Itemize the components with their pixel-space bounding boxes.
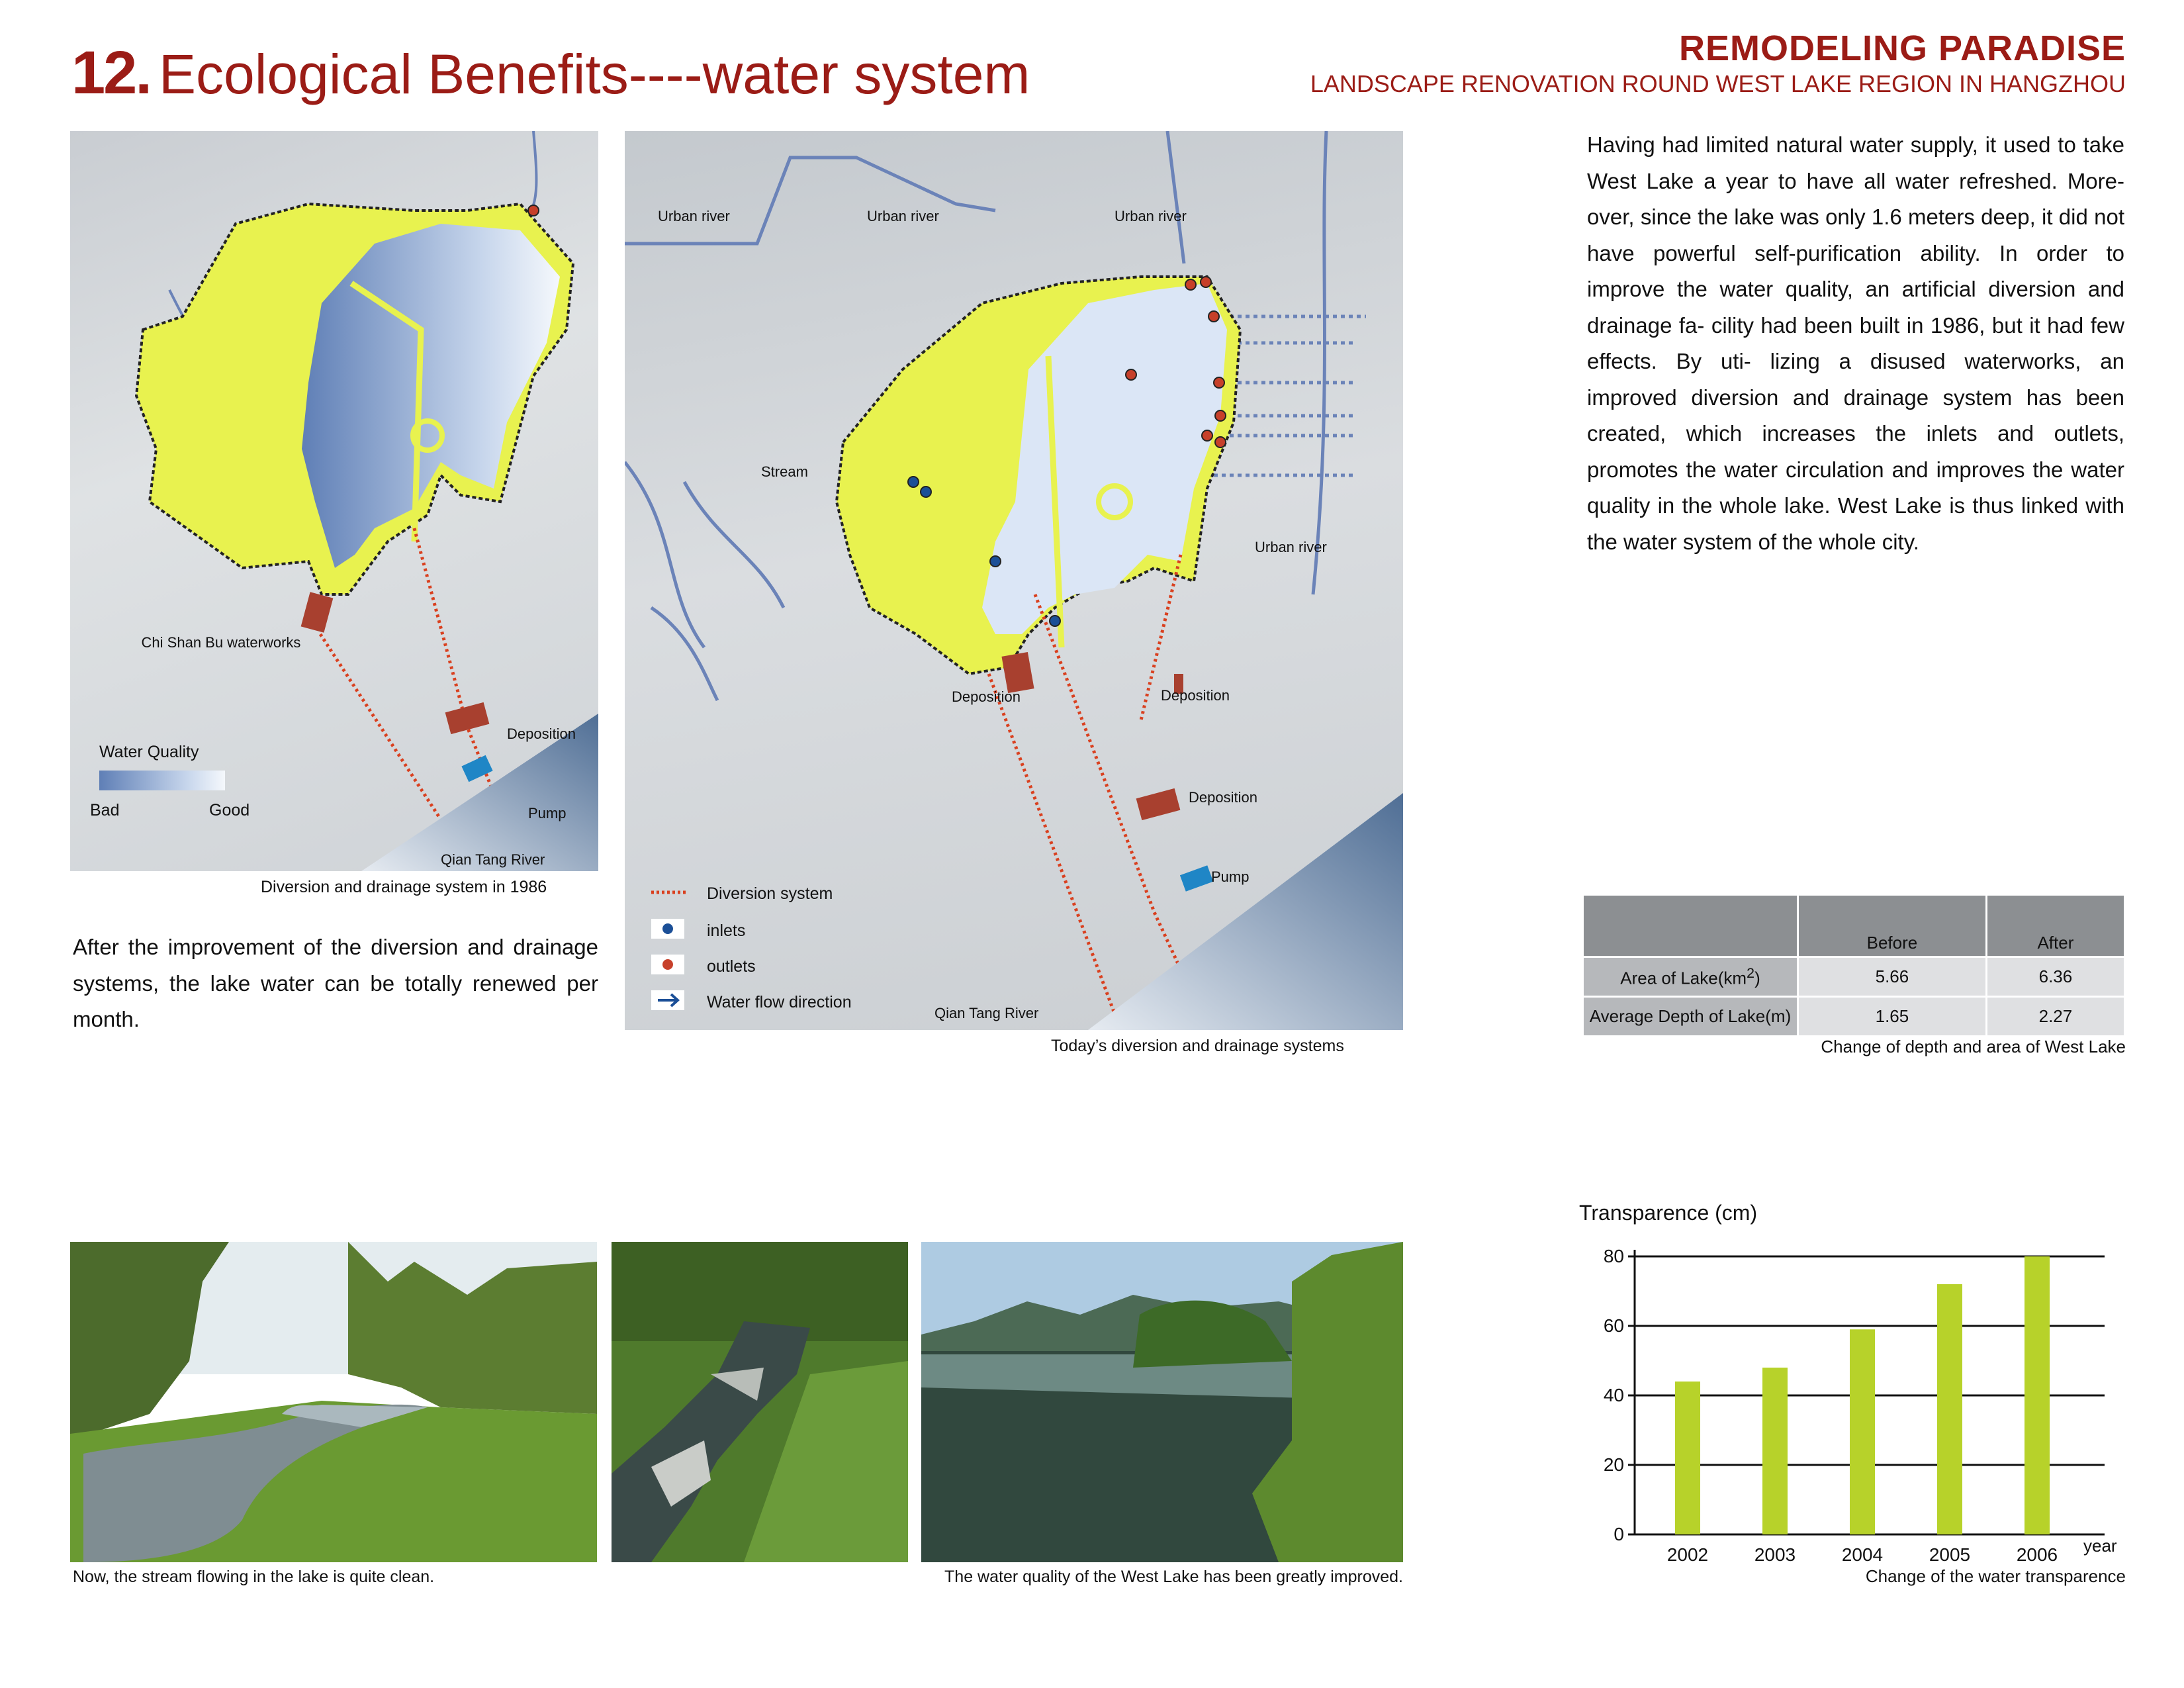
page-title: Ecological Benefits----water system — [159, 43, 1030, 105]
deposition-block-1 — [1001, 652, 1034, 693]
label-deposition-3: Deposition — [1189, 789, 1257, 806]
bar-2005 — [1937, 1284, 1962, 1534]
label-deposition: Deposition — [507, 726, 576, 742]
brand-title: REMODELING PARADISE — [1678, 28, 2126, 68]
caption-1986: Diversion and drainage system in 1986 — [261, 878, 547, 896]
table-row — [1583, 997, 2125, 1037]
description-text: Having had limited natural water supply, it used to take West Lake a year to have all water refreshed. More- over, since the lake was only 1.6 meters deep, it did not have powerful self-purification ability. In order to improve the water quality, an artificial diversion and drainage fa- cility had been built in 1986, but it had few effects. By uti- lizing a disused waterworks, an improved diversion and drainage system has been created, which increases the inlets and outlets, promotes the water circulation and improves the water quality in the whole lake. West Lake is thus linked with the water system of the whole city. — [1587, 132, 2124, 554]
caption-photo-left: Now, the stream flowing in the lake is quite clean. — [73, 1568, 435, 1586]
x-tick-label: 2005 — [1929, 1544, 1971, 1565]
chart-labels — [1604, 1246, 2058, 1565]
photo-west-lake — [921, 1242, 1403, 1562]
pump-block-today — [1180, 865, 1213, 891]
qian-tang-river-today — [1088, 793, 1403, 1030]
label-river-today: Qian Tang River — [934, 1005, 1039, 1021]
pump-block — [461, 755, 492, 782]
label-urban-river-4: Urban river — [1255, 539, 1327, 555]
water-quality-gradient — [99, 771, 225, 790]
transparence-chart — [1588, 1231, 2138, 1575]
table-row — [1583, 957, 2125, 997]
legend-good: Good — [209, 801, 250, 820]
cell-depth-after: 2.27 — [1986, 997, 2124, 1037]
row-label-area: Area of $Lake(km^2)$ — [1583, 957, 1798, 997]
caption-table: Change of depth and area of West Lake — [1821, 1037, 2126, 1056]
label-urban-river-3: Urban river — [1115, 208, 1187, 224]
legend-outlet-swatch — [662, 959, 673, 970]
label-river: Qian Tang River — [441, 851, 545, 868]
bar-2006 — [2025, 1256, 2050, 1534]
map-today — [625, 131, 1403, 1030]
legend-title: Water Quality — [99, 743, 199, 761]
label-urban-river-2: Urban river — [867, 208, 939, 224]
label-pump-today: Pump — [1211, 868, 1250, 885]
label-urban-river-1: Urban river — [658, 208, 730, 224]
x-tick-label: 2002 — [1666, 1544, 1709, 1565]
deposition-block — [445, 702, 490, 734]
x-tick-label: 2006 — [2016, 1544, 2058, 1565]
label-waterworks: Chi Shan Bu waterworks — [141, 634, 301, 651]
label-stream: Stream — [761, 463, 808, 480]
photo-stream — [70, 1242, 597, 1562]
chart-caption: Change of the water transparence — [1865, 1566, 2126, 1586]
map-1986 — [70, 131, 598, 871]
x-tick-label: 2004 — [1841, 1544, 1884, 1565]
lake-change-table — [1582, 894, 2126, 1037]
brand-subtitle: LANDSCAPE RENOVATION ROUND WEST LAKE REGION IN HANGZHOU — [1310, 70, 2126, 97]
x-tick-label: 2003 — [1754, 1544, 1796, 1565]
row-label-depth: Average Depth of Lake(m) — [1583, 997, 1798, 1037]
x-axis-label: year — [2083, 1536, 2117, 1556]
cell-area-after: 6.36 — [1986, 957, 2124, 997]
photo-creek — [612, 1242, 908, 1562]
legend-bad: Bad — [90, 801, 120, 820]
section-number: 12. — [71, 39, 150, 107]
project-brand — [1310, 28, 2126, 98]
legend-outlets: outlets — [707, 957, 756, 976]
bar-2003 — [1762, 1368, 1788, 1534]
legend-inlets: inlets — [707, 921, 746, 940]
label-pump: Pump — [528, 805, 567, 821]
legend-flow: Water flow direction — [707, 993, 852, 1011]
cell-depth-before: 1.65 — [1798, 997, 1987, 1037]
bar-2004 — [1850, 1329, 1875, 1534]
y-tick-label: 40 — [1603, 1385, 1624, 1405]
deposition-block-3 — [1136, 788, 1181, 820]
chart-title: Transparence (cm) — [1579, 1201, 1758, 1225]
map-today-drawing — [625, 131, 1403, 1030]
y-tick-label: 20 — [1603, 1454, 1624, 1475]
map-1986-drawing — [70, 131, 598, 871]
caption-today: Today’s diversion and drainage systems — [1051, 1037, 1344, 1055]
table-header-blank — [1583, 895, 1798, 957]
y-tick-label: 60 — [1603, 1315, 1624, 1336]
bar-2002 — [1675, 1382, 1700, 1534]
table-header-after: After — [1986, 895, 2124, 957]
y-tick-label: 80 — [1603, 1246, 1624, 1266]
label-deposition-1: Deposition — [952, 688, 1021, 705]
caption-photo-right: The water quality of the West Lake has been greatly improved. — [944, 1568, 1403, 1586]
table-header-before: Before — [1798, 895, 1987, 957]
legend-diversion: Diversion system — [707, 884, 833, 903]
waterworks-block — [301, 592, 334, 632]
cell-area-before: 5.66 — [1798, 957, 1987, 997]
y-tick-label: 0 — [1614, 1524, 1624, 1544]
improvement-text: After the improvement of the diversion and drainage systems, the lake water can be totally renewed per month. — [73, 935, 598, 1031]
label-deposition-2: Deposition — [1161, 687, 1230, 704]
legend-inlet-swatch — [662, 923, 673, 934]
